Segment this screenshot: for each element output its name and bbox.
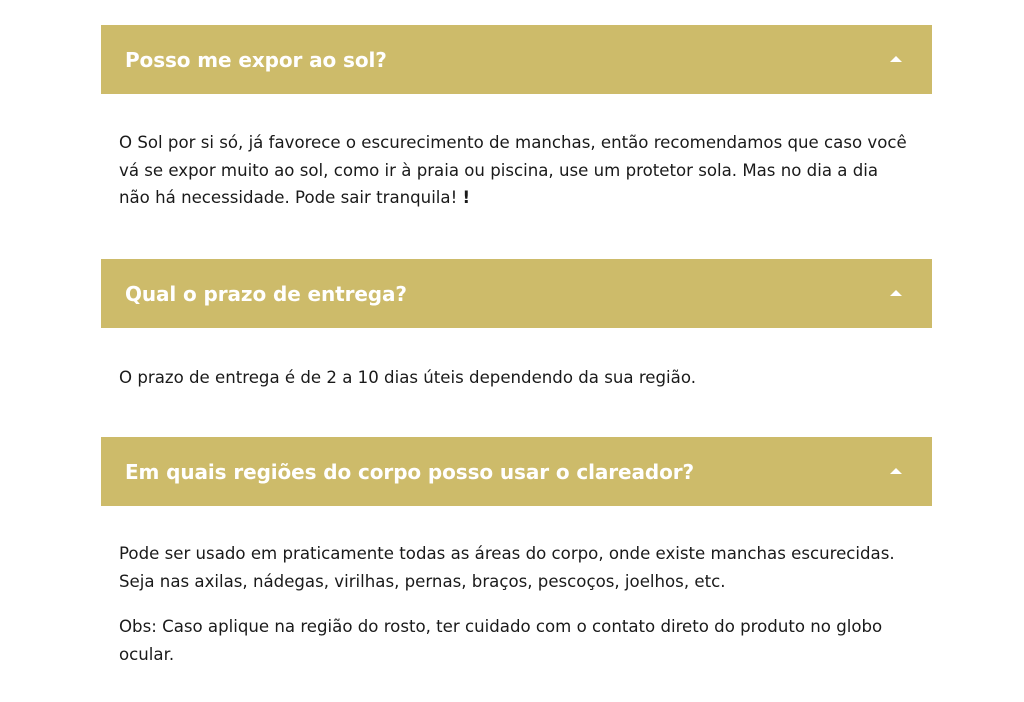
caret-up-icon[interactable] [890,468,902,474]
faq-answer-main: O Sol por si só, já favorece o escurecimento de manchas, então recomendamos que caso você vá se expor muito ao sol, como ir à praia ou piscina, use um protetor sola. Mas no dia a dia não há necessidade. Pode sair tranquila! [119,133,907,207]
faq-answer-text [119,129,914,212]
faq-question-delivery-time[interactable] [101,259,932,328]
faq-question-title: Posso me expor ao sol? [125,47,387,72]
faq-answer-sun-exposure [119,129,914,212]
caret-up-icon[interactable] [890,290,902,296]
faq-answer-body-regions [119,540,914,668]
caret-up-icon[interactable] [890,56,902,62]
faq-question-body-regions[interactable] [101,437,932,506]
faq-question-title: Em quais regiões do corpo posso usar o clareador? [125,459,694,484]
faq-question-sun-exposure[interactable] [101,25,932,94]
faq-answer-emphasis: ! [462,188,471,207]
faq-answer-paragraph-1: Pode ser usado em praticamente todas as áreas do corpo, onde existe manchas escurecidas. Seja nas axilas, nádegas, virilhas, pernas, braços, pescoços, joelhos, etc. [119,544,895,591]
faq-answer-text: O prazo de entrega é de 2 a 10 dias úteis dependendo da sua região. [119,368,696,387]
faq-answer-delivery-time [119,364,914,392]
faq-answer-paragraph-2: Obs: Caso aplique na região do rosto, ter cuidado com o contato direto do produto no globo ocular. [119,617,883,664]
faq-question-title: Qual o prazo de entrega? [125,281,407,306]
